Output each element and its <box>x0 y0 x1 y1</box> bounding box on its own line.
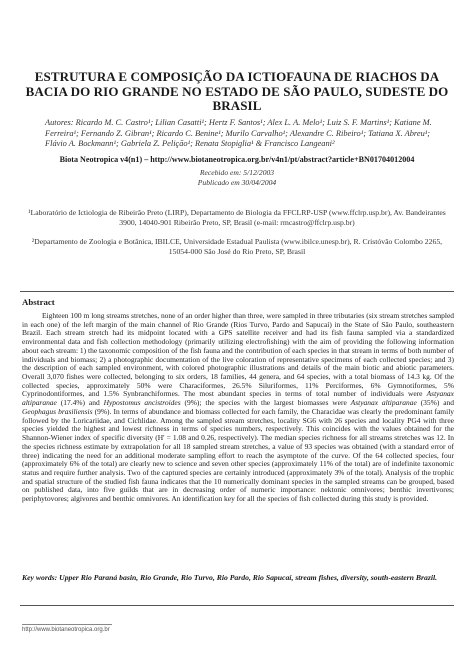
abstract-text-3: (9%); the species with the largest biomasses were <box>180 398 351 408</box>
species-name: Astyanax altiparanae <box>350 398 417 408</box>
abstract-text-5: (9%). In terms of abundance and biomass collected for each family, the Characidae was clearly the predominant family followed by the Loricariidae, and Cichlidae. Among the sampled stream stretches, locality SG6 with 26 species and locality PG4 with three species yielded the highest and lowest richness in terms of species numbers, respectively. This coincides with the values obtained for the Shannon-Wiener index of specific diversity (H' = 1.08 and 0.26, respectively). The median species richness for all streams stretches was 12. In the species richness estimate by extrapolation for all 18 sampled stream stretches, a value of 93 species was obtained (with a standard error of three) indicating the need for an additional moderate sampling effort to reach the asymptote of the curve. Of the 64 collected species, four (approximately 6% of the total) are clearly new to science and seven other species (approximately 11% of the total) are of indefinite taxonomic status and require further analysis. Two of the captured species are certainly introduced (approximately 3% of the total). Analysis of the trophic and spatial structure of the studied fish fauna indicates that the 10 numerically dominant species in the sampled streams can be grouped, based on published data, into five guilds that are in decreasing order of numeric importance: nektonic omnivores; benthic invertivores; periphytovores; algivores and benthic omnivores. An identification key for all the species of fish collected during this study is provided. <box>22 406 455 504</box>
abstract-text-1: Eighteen 100 m long streams stretches, none of an order higher than three, were sampled in three tributaries (six stream stretches sampled in each one) of the left margin of the main channel of Rio Grande (Rios Turvo, Pardo and Sapucaí) in the State of São Paulo, southeastern Brazil. Each stream stretch had its midpoint located with a GPS satellite receiver and had its fish fauna sampled via a standardized environmental data and fish collection methodology (primarily utilizing electrofishing) with the aim of providing the following information about each stream: 1) the taxonomic composition of the fish fauna and the contribution of each species in that stream in terms of both number of individuals and biomass; 2) a photographic documentation of the live coloration of representative specimens of each collected species; and 3) the description of each sampled environment, with colored photographic illustrations and details of the main biotic and abiotic parameters. Overall 3,070 fishes were collected, belonging to six orders, 18 families, 44 genera, and 64 species, with a total biomass of 14.3 kg. Of the collected species, approximately 50% were Characiformes, 26.5% Siluriformes, 11% Perciformes, 6% Gymnotiformes, 5% Cyprinodontiformes, and 1.5% Synbranchiformes. The most abundant species in terms of total number of individuals were <box>22 311 454 399</box>
abstract-text-4: (35%) and <box>416 398 454 408</box>
divider-top <box>20 291 454 292</box>
author-list: Autores: Ricardo M. C. Castro¹; Lilian Casatti¹; Hertz F. Santos¹; Alex L. A. Melo¹; Luiz S. F. Martins¹; Katiane M. Ferreira¹; Fernando Z. Gibran¹; Ricardo C. Benine¹; Murilo Carvalho¹; Alexandre C. Ribeiro¹; Tatiana X. Abreu¹; Flávio A. Bockmann¹; Gabriela Z. Pelição¹; Renata Stopiglia¹ & Francisco Langeani² <box>45 118 432 148</box>
abstract-body <box>22 312 454 504</box>
abstract-heading: Abstract <box>22 297 55 307</box>
species-name: Astyanax altiparanae <box>22 389 454 408</box>
published-date: Publicado em 30/04/2004 <box>197 177 277 187</box>
species-name: Hypostomus ancistroides <box>103 398 181 408</box>
footer-url[interactable]: http://www.biotaneotropica.org.br <box>22 627 110 633</box>
footer-rule <box>22 624 112 625</box>
publication-dates <box>20 168 454 187</box>
received-date: Recebido em: 5/12/2003 <box>199 168 275 177</box>
paper-title: ESTRUTURA E COMPOSIÇÃO DA ICTIOFAUNA DE RIACHOS DA BACIA DO RIO GRANDE NO ESTADO DE SÃO PAULO, SUDESTE DO BRASIL <box>25 69 449 113</box>
keywords: Key words: Upper Rio Paraná basin, Rio Grande, Rio Turvo, Rio Pardo, Rio Sapucaí, stream fishes, diversity, south-eastern Brazil. <box>22 573 438 582</box>
affiliation-1: ¹Laboratório de Ictiologia de Ribeirão Preto (LIRP), Departamento de Biologia da FFCLRP-USP (www.ffclrp.usp.br), Av. Bandeirantes 3900, 14040-901 Ribeirão Preto, SP, Brasil (e-mail: rmcastro@ffclrp.usp.br) <box>28 208 446 227</box>
divider-bottom <box>20 605 454 606</box>
citation-line[interactable]: Biota Neotropica v4(n1) – http://www.biotaneotropica.org.br/v4n1/pt/abstract?article+BN01704012004 <box>59 155 415 164</box>
abstract-text-2: (17.4%) and <box>56 398 104 408</box>
species-name: Geophagus brasiliensis <box>22 406 93 416</box>
affiliation-2: ²Departamento de Zoologia e Botânica, IBILCE, Universidade Estadual Paulista (www.ibilce.unesp.br), R. Cristóvão Colombo 2265, 15054-000 São José do Rio Preto, SP, Brasil <box>31 237 443 256</box>
